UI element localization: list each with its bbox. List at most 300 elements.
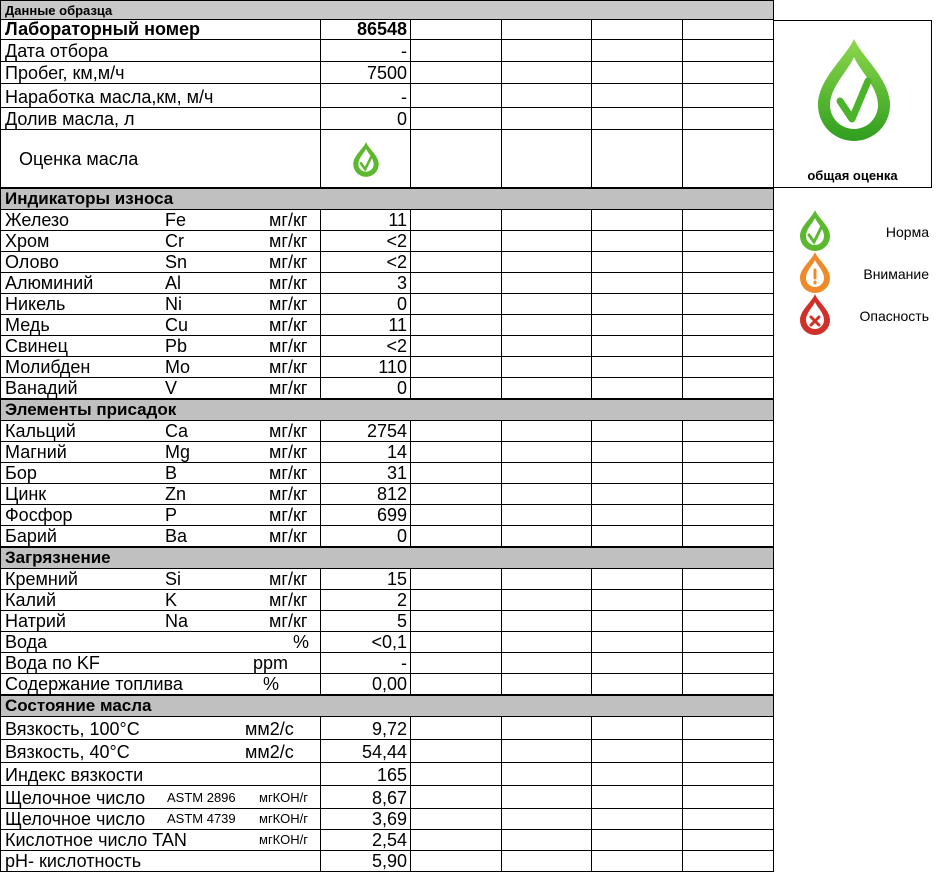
row-unit: мгКОН/г bbox=[259, 832, 308, 847]
drop-check-icon bbox=[795, 208, 835, 252]
cell bbox=[321, 830, 411, 850]
sample-row-value: - bbox=[401, 87, 407, 107]
cell bbox=[592, 830, 683, 850]
cell bbox=[592, 252, 683, 272]
row-value: 8,67 bbox=[371, 788, 407, 808]
oil-rating-label: Оценка масла bbox=[19, 149, 139, 169]
cell bbox=[321, 590, 411, 610]
row-value: <0,1 bbox=[371, 632, 407, 652]
row-value: 2,54 bbox=[371, 830, 407, 850]
row-label: Вода bbox=[5, 632, 48, 652]
cell bbox=[0, 108, 321, 129]
cell bbox=[502, 786, 592, 808]
row-value: 2754 bbox=[366, 421, 407, 441]
cell bbox=[683, 786, 774, 808]
row-value: 5 bbox=[396, 611, 407, 631]
sample-row-label: Долив масла, л bbox=[5, 109, 135, 129]
cell bbox=[321, 62, 411, 83]
row-label: Натрий bbox=[5, 611, 66, 631]
row-value: 812 bbox=[376, 484, 407, 504]
cell bbox=[502, 717, 592, 739]
cell bbox=[411, 442, 502, 462]
row-symbol: K bbox=[165, 590, 178, 610]
cell bbox=[321, 632, 411, 652]
cell bbox=[321, 421, 411, 441]
row-label: Калий bbox=[5, 590, 57, 610]
cell bbox=[0, 851, 321, 871]
row-unit: мг/кг bbox=[269, 590, 308, 610]
cell bbox=[502, 526, 592, 546]
row-label: Кальций bbox=[5, 421, 76, 441]
cell bbox=[321, 463, 411, 483]
row-unit: мм2/с bbox=[245, 742, 294, 762]
lab-number-label: Лабораторный номер bbox=[5, 20, 201, 39]
row-label: Кремний bbox=[5, 569, 78, 589]
cell bbox=[683, 763, 774, 785]
cell bbox=[502, 315, 592, 335]
data-row bbox=[0, 809, 774, 830]
data-row bbox=[0, 590, 774, 611]
cell bbox=[0, 210, 321, 230]
cell bbox=[502, 40, 592, 61]
cell bbox=[0, 294, 321, 314]
cell bbox=[0, 786, 321, 808]
cell bbox=[683, 830, 774, 850]
row-value: <2 bbox=[386, 336, 407, 356]
row-unit: мг/кг bbox=[269, 357, 308, 377]
section-title: Загрязнение bbox=[5, 548, 111, 567]
drop-check-icon bbox=[804, 35, 904, 147]
cell bbox=[592, 84, 683, 107]
cell bbox=[592, 231, 683, 251]
row-value: 0,00 bbox=[371, 674, 407, 694]
row-symbol: Sn bbox=[165, 252, 188, 272]
row-label: Щелочное число bbox=[5, 809, 146, 829]
sample-row bbox=[0, 62, 774, 84]
cell bbox=[502, 108, 592, 129]
cell bbox=[592, 717, 683, 739]
row-symbol: Na bbox=[165, 611, 189, 631]
cell bbox=[592, 740, 683, 762]
lab-number-value: 86548 bbox=[356, 20, 407, 39]
cell bbox=[411, 84, 502, 107]
cell bbox=[502, 130, 592, 187]
cell bbox=[683, 653, 774, 673]
row-label: Вода по KF bbox=[5, 653, 100, 673]
cell bbox=[683, 421, 774, 441]
data-row bbox=[0, 231, 774, 252]
oil-rating-row bbox=[0, 130, 774, 188]
cell bbox=[0, 763, 321, 785]
row-value: 3 bbox=[396, 273, 407, 293]
cell bbox=[502, 830, 592, 850]
row-unit: мг/кг bbox=[269, 421, 308, 441]
cell bbox=[321, 526, 411, 546]
row-value: - bbox=[401, 653, 407, 673]
cell bbox=[0, 717, 321, 739]
row-value: <2 bbox=[386, 231, 407, 251]
row-symbol: Mo bbox=[165, 357, 191, 377]
cell bbox=[0, 231, 321, 251]
cell bbox=[411, 315, 502, 335]
cell bbox=[321, 717, 411, 739]
row-value: 54,44 bbox=[361, 742, 407, 762]
cell bbox=[502, 421, 592, 441]
cell bbox=[592, 108, 683, 129]
data-row bbox=[0, 786, 774, 809]
data-row bbox=[0, 740, 774, 763]
cell bbox=[683, 336, 774, 356]
row-label: Барий bbox=[5, 526, 57, 546]
cell bbox=[0, 526, 321, 546]
cell bbox=[592, 273, 683, 293]
row-label: Железо bbox=[5, 210, 69, 230]
row-label: Алюминий bbox=[5, 273, 94, 293]
cell bbox=[321, 336, 411, 356]
sample-row bbox=[0, 84, 774, 108]
row-label: pH- кислотность bbox=[5, 851, 142, 871]
cell bbox=[0, 632, 321, 652]
cell bbox=[321, 740, 411, 762]
sheet-header bbox=[0, 0, 774, 20]
section-wear bbox=[0, 188, 774, 210]
cell bbox=[683, 294, 774, 314]
cell bbox=[321, 20, 411, 39]
cell bbox=[502, 336, 592, 356]
cell bbox=[411, 273, 502, 293]
cell bbox=[411, 294, 502, 314]
cell bbox=[592, 210, 683, 230]
section-contamination bbox=[0, 547, 774, 569]
cell bbox=[683, 740, 774, 762]
cell bbox=[502, 740, 592, 762]
row-label: Индекс вязкости bbox=[5, 765, 144, 785]
row-value: 0 bbox=[396, 378, 407, 398]
legend-item bbox=[795, 292, 935, 332]
cell bbox=[321, 231, 411, 251]
data-row bbox=[0, 526, 774, 547]
row-unit: мг/кг bbox=[269, 442, 308, 462]
row-unit: мг/кг bbox=[269, 569, 308, 589]
cell bbox=[321, 84, 411, 107]
cell bbox=[502, 611, 592, 631]
cell bbox=[683, 378, 774, 398]
cell bbox=[411, 210, 502, 230]
row-value: 14 bbox=[386, 442, 407, 462]
data-row bbox=[0, 830, 774, 851]
drop-cross-icon bbox=[795, 292, 835, 336]
cell bbox=[411, 20, 502, 39]
row-label: Щелочное число bbox=[5, 788, 146, 808]
cell bbox=[411, 763, 502, 785]
cell bbox=[592, 674, 683, 694]
sample-row-value: - bbox=[401, 41, 407, 61]
cell bbox=[683, 809, 774, 829]
cell bbox=[321, 210, 411, 230]
row-value: 9,72 bbox=[371, 719, 407, 739]
cell bbox=[0, 357, 321, 377]
cell bbox=[592, 763, 683, 785]
cell bbox=[321, 786, 411, 808]
sample-row-label: Дата отбора bbox=[5, 41, 109, 61]
row-value: 15 bbox=[386, 569, 407, 589]
row-label: Цинк bbox=[5, 484, 47, 504]
row-unit: мг/кг bbox=[269, 315, 308, 335]
row-symbol: ASTM 2896 bbox=[167, 790, 236, 805]
row-unit: % bbox=[263, 674, 280, 694]
section-title: Состояние масла bbox=[5, 696, 152, 715]
data-row bbox=[0, 421, 774, 442]
cell bbox=[592, 130, 683, 187]
cell bbox=[321, 273, 411, 293]
row-unit: мгКОН/г bbox=[259, 790, 308, 805]
cell bbox=[683, 108, 774, 129]
cell bbox=[683, 40, 774, 61]
cell bbox=[502, 809, 592, 829]
row-value: 0 bbox=[396, 294, 407, 314]
cell bbox=[321, 357, 411, 377]
row-unit: мгКОН/г bbox=[259, 811, 308, 826]
data-row bbox=[0, 611, 774, 632]
cell bbox=[502, 273, 592, 293]
cell bbox=[411, 421, 502, 441]
cell bbox=[0, 378, 321, 398]
sample-row-label: Наработка масла,км, м/ч bbox=[5, 87, 214, 107]
row-value: 110 bbox=[378, 357, 407, 377]
cell bbox=[502, 653, 592, 673]
cell bbox=[683, 20, 774, 39]
cell bbox=[502, 763, 592, 785]
cell bbox=[683, 851, 774, 871]
row-symbol: Ni bbox=[165, 294, 182, 314]
cell bbox=[0, 611, 321, 631]
section-title: Индикаторы износа bbox=[5, 189, 174, 208]
cell bbox=[411, 130, 502, 187]
row-symbol: P bbox=[165, 505, 178, 525]
cell bbox=[321, 484, 411, 504]
cell bbox=[0, 463, 321, 483]
row-label: Ванадий bbox=[5, 378, 78, 398]
cell bbox=[683, 315, 774, 335]
cell bbox=[0, 273, 321, 293]
cell bbox=[0, 674, 321, 694]
data-row bbox=[0, 569, 774, 590]
oil-rating-icon bbox=[349, 140, 383, 178]
data-row bbox=[0, 273, 774, 294]
row-unit: мг/кг bbox=[269, 463, 308, 483]
data-row bbox=[0, 357, 774, 378]
cell bbox=[411, 851, 502, 871]
row-unit: мг/кг bbox=[269, 526, 308, 546]
legend-item bbox=[795, 208, 935, 248]
cell bbox=[411, 830, 502, 850]
cell bbox=[321, 611, 411, 631]
data-row bbox=[0, 336, 774, 357]
cell bbox=[0, 62, 321, 83]
cell bbox=[592, 463, 683, 483]
row-label: Хром bbox=[5, 231, 50, 251]
row-value: 3,69 bbox=[371, 809, 407, 829]
cell bbox=[411, 40, 502, 61]
cell bbox=[502, 569, 592, 589]
row-unit: мг/кг bbox=[269, 378, 308, 398]
cell bbox=[0, 505, 321, 525]
row-symbol: Ca bbox=[165, 421, 189, 441]
cell bbox=[411, 809, 502, 829]
cell bbox=[321, 130, 411, 187]
cell bbox=[502, 632, 592, 652]
row-symbol: Si bbox=[165, 569, 182, 589]
row-value: 165 bbox=[376, 765, 407, 785]
cell bbox=[683, 442, 774, 462]
row-label: Фосфор bbox=[5, 505, 73, 525]
cell bbox=[411, 252, 502, 272]
cell bbox=[321, 674, 411, 694]
cell bbox=[502, 442, 592, 462]
cell bbox=[592, 40, 683, 61]
sheet-title: Данные образца bbox=[5, 3, 113, 18]
row-symbol: Mg bbox=[165, 442, 191, 462]
cell bbox=[592, 569, 683, 589]
cell bbox=[683, 632, 774, 652]
data-row bbox=[0, 378, 774, 399]
cell bbox=[683, 62, 774, 83]
cell bbox=[411, 378, 502, 398]
cell bbox=[321, 40, 411, 61]
drop-exclamation-icon bbox=[795, 250, 835, 294]
cell bbox=[411, 717, 502, 739]
cell bbox=[411, 611, 502, 631]
cell bbox=[683, 526, 774, 546]
cell bbox=[502, 674, 592, 694]
overall-rating-box bbox=[774, 20, 932, 188]
cell bbox=[502, 590, 592, 610]
data-row bbox=[0, 252, 774, 273]
cell bbox=[321, 653, 411, 673]
data-row bbox=[0, 717, 774, 740]
row-label: Кислотное число TAN bbox=[5, 830, 187, 850]
cell bbox=[0, 130, 321, 187]
cell bbox=[683, 273, 774, 293]
cell bbox=[592, 590, 683, 610]
data-row bbox=[0, 505, 774, 526]
data-row bbox=[0, 763, 774, 786]
cell bbox=[683, 674, 774, 694]
row-label: Молибден bbox=[5, 357, 91, 377]
cell bbox=[592, 526, 683, 546]
cell bbox=[683, 463, 774, 483]
cell bbox=[411, 484, 502, 504]
cell bbox=[683, 505, 774, 525]
row-value: 699 bbox=[376, 505, 407, 525]
cell bbox=[592, 378, 683, 398]
cell bbox=[592, 484, 683, 504]
cell bbox=[0, 830, 321, 850]
cell bbox=[0, 40, 321, 61]
data-row bbox=[0, 851, 774, 872]
row-unit: мг/кг bbox=[269, 231, 308, 251]
cell bbox=[0, 336, 321, 356]
cell bbox=[411, 590, 502, 610]
row-unit: мг/кг bbox=[269, 484, 308, 504]
data-row bbox=[0, 653, 774, 674]
row-unit: мг/кг bbox=[269, 294, 308, 314]
cell bbox=[592, 786, 683, 808]
lab-number-row bbox=[0, 20, 774, 40]
row-value: 2 bbox=[396, 590, 407, 610]
cell bbox=[321, 763, 411, 785]
cell bbox=[0, 84, 321, 107]
row-label: Свинец bbox=[5, 336, 68, 356]
section-title: Элементы присадок bbox=[5, 400, 177, 419]
cell bbox=[592, 851, 683, 871]
cell bbox=[592, 357, 683, 377]
section-additives bbox=[0, 399, 774, 421]
cell bbox=[411, 463, 502, 483]
legend-label: Внимание bbox=[863, 266, 929, 282]
cell bbox=[592, 611, 683, 631]
data-row bbox=[0, 294, 774, 315]
row-symbol: Pb bbox=[165, 336, 188, 356]
section-oil-state bbox=[0, 695, 774, 717]
overall-rating-caption: общая оценка bbox=[807, 168, 898, 183]
cell bbox=[0, 315, 321, 335]
row-unit: ppm bbox=[253, 653, 289, 673]
cell bbox=[411, 569, 502, 589]
cell bbox=[411, 108, 502, 129]
cell bbox=[592, 421, 683, 441]
data-row bbox=[0, 484, 774, 505]
cell bbox=[502, 851, 592, 871]
cell bbox=[502, 210, 592, 230]
row-unit: мг/кг bbox=[269, 252, 308, 272]
sample-row bbox=[0, 108, 774, 130]
cell bbox=[502, 252, 592, 272]
cell bbox=[411, 505, 502, 525]
row-unit: мг/кг bbox=[269, 273, 308, 293]
data-row bbox=[0, 442, 774, 463]
cell bbox=[0, 569, 321, 589]
cell bbox=[411, 526, 502, 546]
cell bbox=[683, 231, 774, 251]
cell bbox=[683, 130, 774, 187]
cell bbox=[0, 20, 321, 39]
cell bbox=[502, 294, 592, 314]
row-symbol: Cu bbox=[165, 315, 189, 335]
cell bbox=[321, 442, 411, 462]
cell bbox=[502, 484, 592, 504]
cell bbox=[411, 357, 502, 377]
cell bbox=[0, 421, 321, 441]
cell bbox=[321, 809, 411, 829]
cell bbox=[683, 611, 774, 631]
row-symbol: B bbox=[165, 463, 178, 483]
cell bbox=[502, 378, 592, 398]
cell bbox=[321, 108, 411, 129]
cell bbox=[0, 484, 321, 504]
cell bbox=[411, 674, 502, 694]
sample-row-label: Пробег, км,м/ч bbox=[5, 63, 125, 83]
cell bbox=[0, 740, 321, 762]
row-unit: мг/кг bbox=[269, 336, 308, 356]
row-unit: мм2/с bbox=[245, 719, 294, 739]
cell bbox=[0, 653, 321, 673]
row-label: Медь bbox=[5, 315, 50, 335]
row-symbol: Ba bbox=[165, 526, 188, 546]
row-value: <2 bbox=[386, 252, 407, 272]
cell bbox=[0, 809, 321, 829]
sample-row-value: 0 bbox=[396, 109, 407, 129]
